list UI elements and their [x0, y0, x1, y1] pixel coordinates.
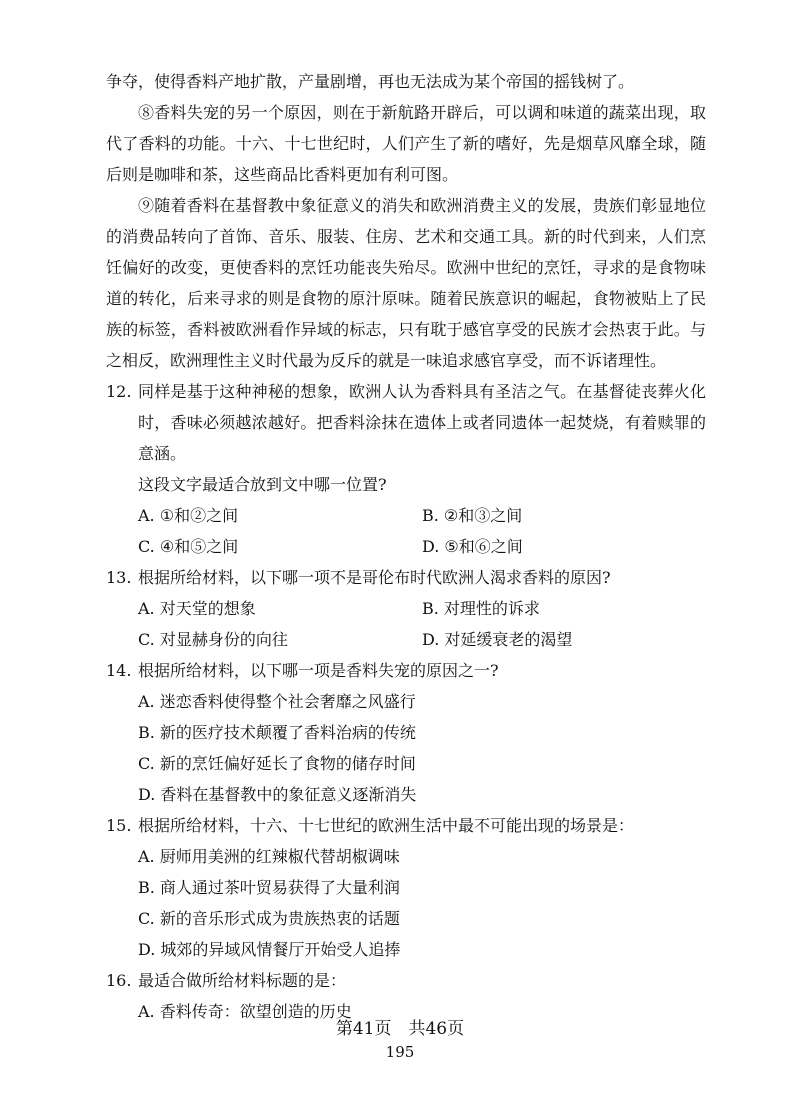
- question-text: 最适合做所给材料标题的是：: [138, 971, 347, 990]
- option-b: B. 商人通过茶叶贸易获得了大量利润: [138, 878, 400, 897]
- question-number: 13.: [106, 568, 132, 587]
- option-b: B. ②和③之间: [422, 506, 523, 525]
- option-c: C. ④和⑤之间: [138, 537, 239, 556]
- options: [106, 686, 706, 810]
- page-content: [106, 66, 706, 1027]
- option-d: D. 对延缓衰老的渴望: [422, 630, 573, 649]
- option-c: C. 新的烹饪偏好延长了食物的储存时间: [138, 754, 416, 773]
- question-12: [106, 376, 706, 562]
- option-d: D. 城郊的异域风情餐厅开始受人追捧: [138, 940, 401, 959]
- question-number: 12.: [106, 382, 132, 401]
- question-number: 14.: [106, 661, 132, 680]
- question-number: 16.: [106, 971, 132, 990]
- option-b: B. 对理性的诉求: [422, 599, 540, 618]
- question-text: 同样是基于这种神秘的想象，欧洲人认为香料具有圣洁之气。在基督徒丧葬火化时，香味必须越浓越好。把香料涂抹在遗体上或者同遗体一起焚烧，有着赎罪的意涵。: [138, 382, 706, 463]
- options: [106, 500, 706, 562]
- paragraph-8: ⑧香料失宠的另一个原因，则在于新航路开辟后，可以调和味道的蔬菜出现，取代了香料的功能。十六、十七世纪时，人们产生了新的嗜好，先是烟草风靡全球，随后则是咖啡和茶，这些商品比香料更加有利可图。: [106, 103, 706, 184]
- option-a: A. 对天堂的想象: [138, 599, 256, 618]
- question-text: 根据所给材料，以下哪一项不是哥伦布时代欧洲人渴求香料的原因?: [138, 568, 611, 587]
- intro-line: 争夺，使得香料产地扩散，产量剧增，再也无法成为某个帝国的摇钱树了。: [106, 72, 635, 91]
- option-a: A. 迷恋香料使得整个社会奢靡之风盛行: [138, 692, 416, 711]
- question-text: 根据所给材料，以下哪一项是香料失宠的原因之一?: [138, 661, 499, 680]
- option-a: A. 香料传奇：欲望创造的历史: [138, 1002, 352, 1021]
- option-d: D. 香料在基督教中的象征意义逐渐消失: [138, 785, 417, 804]
- option-a: A. ①和②之间: [138, 506, 239, 525]
- paragraph-9: ⑨随着香料在基督教中象征意义的消失和欧洲消费主义的发展，贵族们彰显地位的消费品转向了首饰、音乐、服装、住房、艺术和交通工具。新的时代到来，人们烹饪偏好的改变，更使香料的烹饪功能丧失殆尽。欧洲中世纪的烹饪，寻求的是食物味道的转化，后来寻求的则是食物的原汁原味。随着民族意识的崛起，食物被贴上了民族的标签，香料被欧洲看作异域的标志，只有耽于感官享受的民族才会热衷于此。与之相反，欧洲理性主义时代最为反斥的就是一味追求感官享受，而不诉诸理性。: [106, 196, 706, 370]
- question-13: [106, 562, 706, 655]
- page-label: 第41页 共46页: [335, 1019, 465, 1039]
- option-c: C. 新的音乐形式成为贵族热衷的话题: [138, 909, 400, 928]
- question-text: 根据所给材料，十六、十七世纪的欧洲生活中最不可能出现的场景是：: [138, 816, 635, 835]
- option-d: D. ⑤和⑥之间: [422, 537, 523, 556]
- question-14: [106, 655, 706, 810]
- option-a: A. 厨师用美洲的红辣椒代替胡椒调味: [138, 847, 400, 866]
- option-c: C. 对显赫身份的向往: [138, 630, 288, 649]
- question-prompt: 这段文字最适合放到文中哪一位置?: [138, 475, 387, 494]
- question-15: [106, 810, 706, 965]
- options: [106, 841, 706, 965]
- page-number: 195: [385, 1043, 415, 1061]
- options: [106, 593, 706, 655]
- question-number: 15.: [106, 816, 132, 835]
- option-b: B. 新的医疗技术颠覆了香料治病的传统: [138, 723, 416, 742]
